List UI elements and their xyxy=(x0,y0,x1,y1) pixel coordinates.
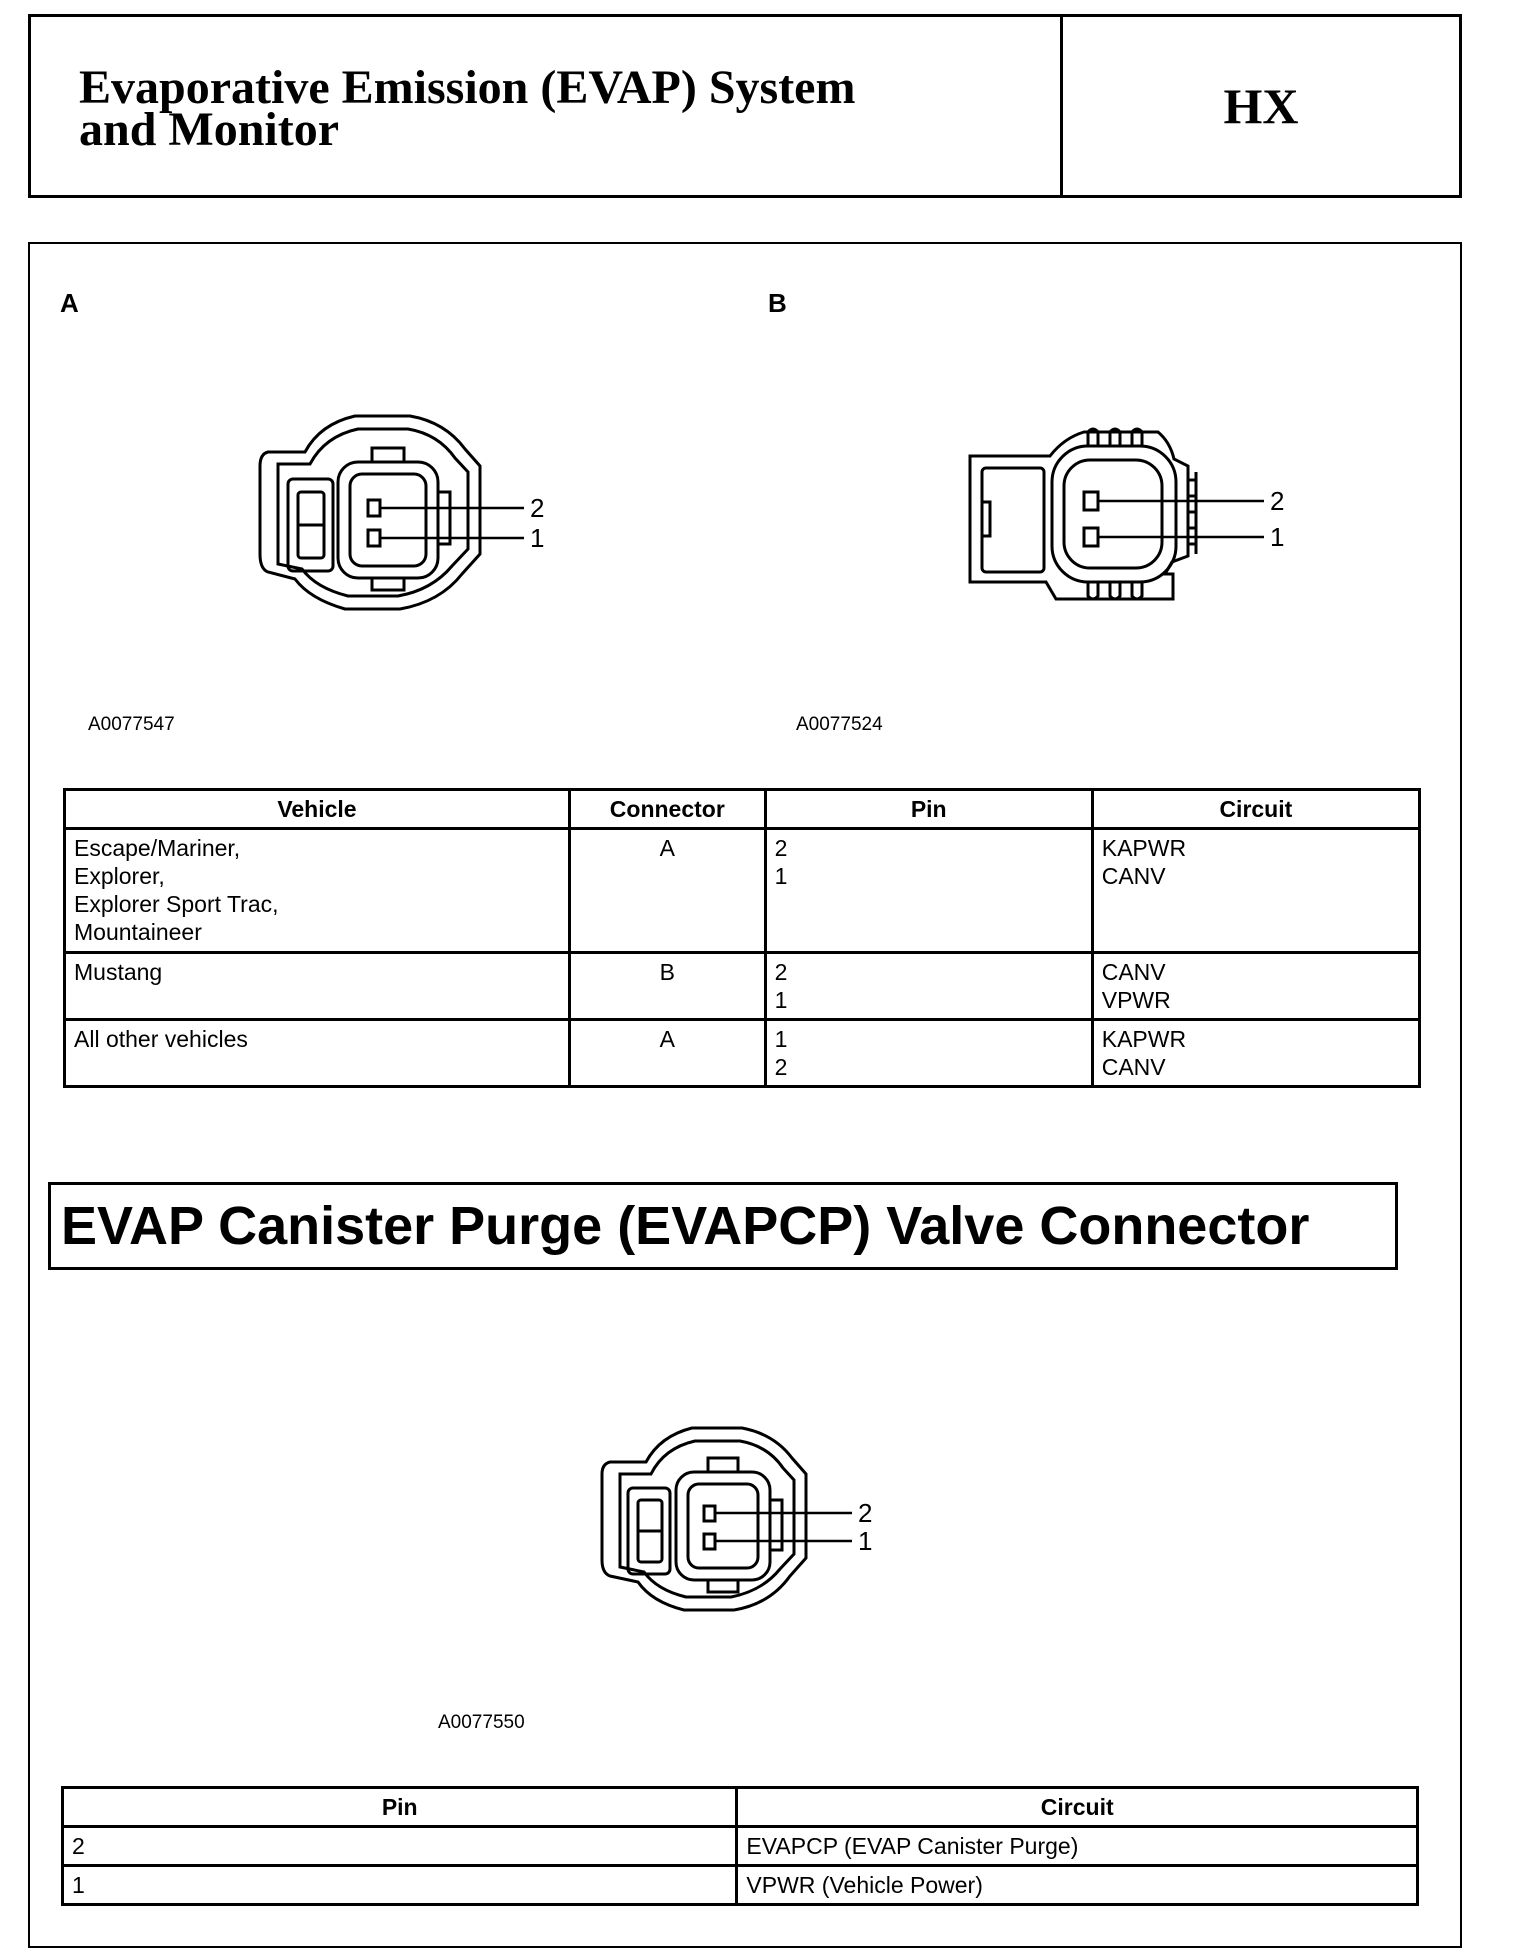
vehicle-name: Escape/Mariner, xyxy=(74,835,241,861)
evapcp-pin-table xyxy=(61,1786,1419,1906)
page-header xyxy=(28,14,1462,198)
vehicle-connector-table xyxy=(63,788,1421,1088)
circuit-value: KAPWR xyxy=(1101,1026,1187,1052)
diagram-b-label: B xyxy=(768,288,787,318)
circuit-cell: EVAPCP (EVAP Canister Purge) xyxy=(737,1827,1418,1866)
page-title-line-1: Evaporative Emission (EVAP) System xyxy=(79,61,856,114)
connector-a-pin-1-label: 1 xyxy=(530,523,545,553)
circuit-cell xyxy=(1092,953,1419,1020)
circuit-value: KAPWR xyxy=(1101,835,1187,861)
pin-cell xyxy=(765,953,1092,1020)
connector-a-diagram xyxy=(250,404,570,634)
table-header-row xyxy=(63,1788,1418,1827)
section-code: HX xyxy=(1223,78,1299,134)
pin-cell xyxy=(765,1020,1092,1087)
column-header-connector: Connector xyxy=(569,790,765,829)
circuit-cell xyxy=(1092,1020,1419,1087)
column-header-pin: Pin xyxy=(765,790,1092,829)
evapcp-connector-diagram xyxy=(596,1418,896,1638)
page-title-line-2: and Monitor xyxy=(79,103,340,156)
section-heading: EVAP Canister Purge (EVAPCP) Valve Connector xyxy=(48,1182,1398,1270)
table-row xyxy=(65,829,1420,953)
vehicle-name: All other vehicles xyxy=(74,1026,248,1052)
column-header-circuit: Circuit xyxy=(737,1788,1418,1827)
diagram-a-figure-id: A0077547 xyxy=(88,714,175,735)
circuit-value: CANV xyxy=(1101,863,1166,889)
vehicle-name: Explorer Sport Trac, xyxy=(74,891,279,917)
pin-cell: 1 xyxy=(63,1866,737,1905)
table-row xyxy=(65,953,1420,1020)
pin-cell xyxy=(765,829,1092,953)
page-title xyxy=(79,61,1019,156)
vehicle-cell xyxy=(65,953,570,1020)
connector-cell: A xyxy=(569,1020,765,1087)
vehicle-cell xyxy=(65,829,570,953)
vehicle-name: Mountaineer xyxy=(74,919,202,945)
evapcp-pin-2-label: 2 xyxy=(858,1498,873,1528)
vehicle-name: Explorer, xyxy=(74,863,165,889)
diagram-b-figure-id: A0077524 xyxy=(796,714,883,735)
table-row xyxy=(65,1020,1420,1087)
circuit-cell: VPWR (Vehicle Power) xyxy=(737,1866,1418,1905)
connector-cell: A xyxy=(569,829,765,953)
content-panel xyxy=(28,242,1462,1948)
pin-value: 2 xyxy=(774,835,788,861)
table-row xyxy=(63,1866,1418,1905)
vehicle-cell xyxy=(65,1020,570,1087)
table-row xyxy=(63,1827,1418,1866)
evapcp-pin-1-label: 1 xyxy=(858,1526,873,1556)
pin-value: 1 xyxy=(774,863,788,889)
evapcp-figure-id: A0077550 xyxy=(438,1712,525,1733)
connector-b-pin-2-label: 2 xyxy=(1270,486,1285,516)
connector-b-pin-1-label: 1 xyxy=(1270,522,1285,552)
connector-a-pin-2-label: 2 xyxy=(530,493,545,523)
circuit-cell xyxy=(1092,829,1419,953)
diagram-a-label: A xyxy=(60,288,79,318)
column-header-pin: Pin xyxy=(63,1788,737,1827)
circuit-value: CANV xyxy=(1101,959,1166,985)
connector-b-diagram xyxy=(960,424,1300,634)
circuit-value: CANV xyxy=(1101,1054,1166,1080)
table-header-row xyxy=(65,790,1420,829)
column-header-vehicle: Vehicle xyxy=(65,790,570,829)
pin-value: 2 xyxy=(774,1054,788,1080)
pin-value: 1 xyxy=(774,1026,788,1052)
circuit-value: VPWR xyxy=(1101,987,1171,1013)
pin-cell: 2 xyxy=(63,1827,737,1866)
pin-value: 2 xyxy=(774,959,788,985)
pin-value: 1 xyxy=(774,987,788,1013)
column-header-circuit: Circuit xyxy=(1092,790,1419,829)
vehicle-name: Mustang xyxy=(74,959,163,985)
connector-cell: B xyxy=(569,953,765,1020)
